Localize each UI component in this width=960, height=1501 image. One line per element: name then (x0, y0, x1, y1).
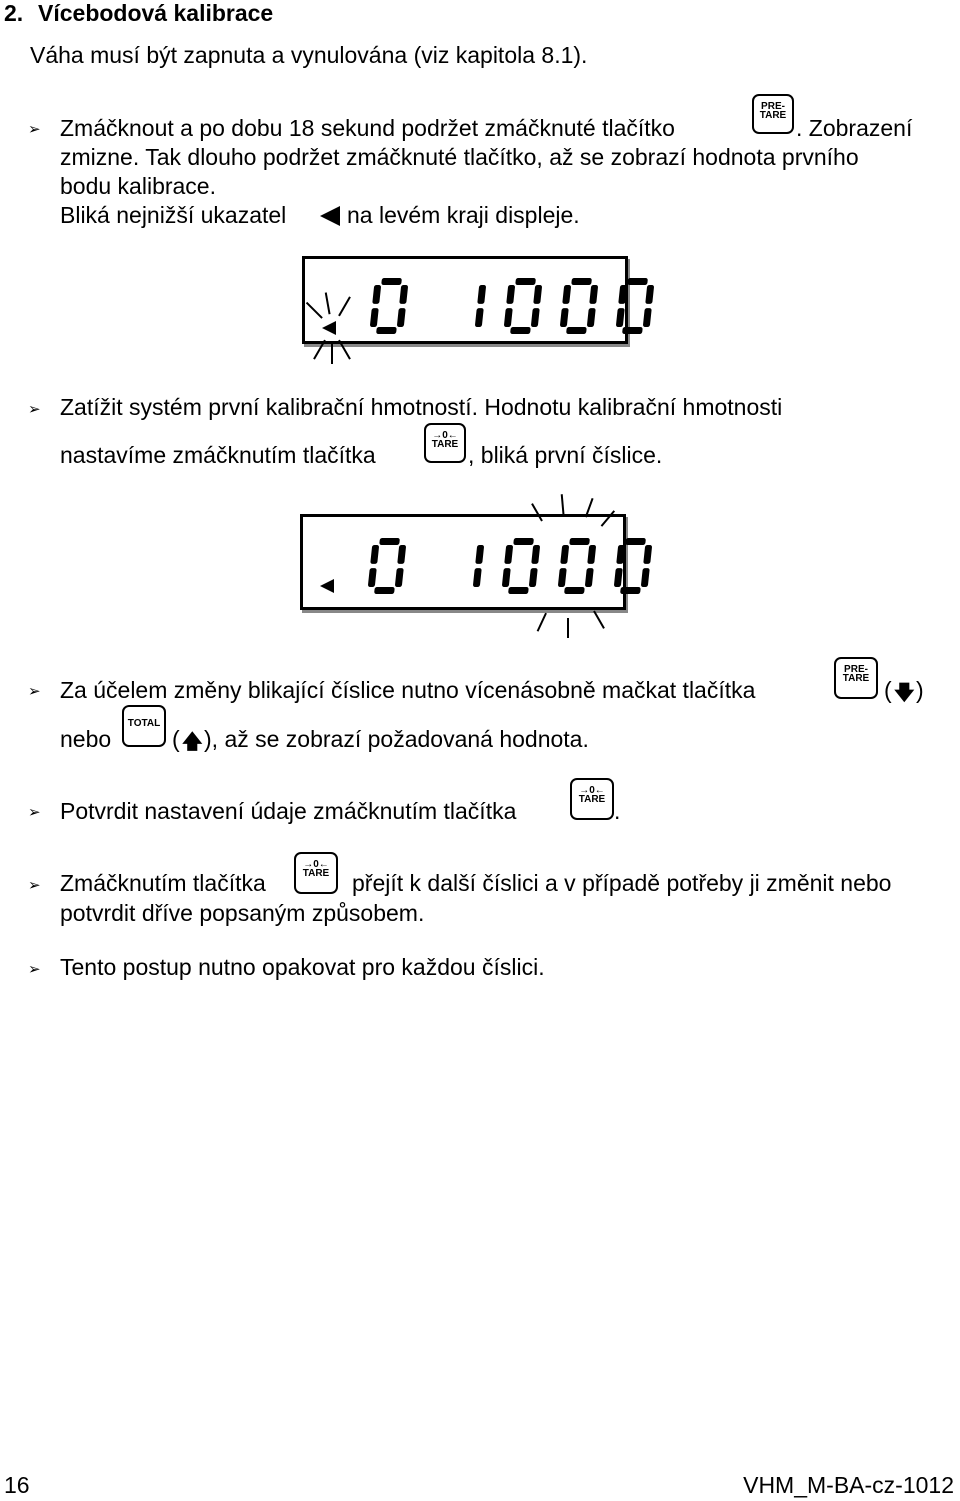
step5-line1b: přejít k další číslici a v případě potřeby ji změnit nebo (352, 870, 892, 896)
section-number: 2. (4, 0, 24, 26)
key-label: TARE (578, 794, 606, 805)
key-label: →0← (303, 859, 329, 870)
step1-line3: bodu kalibrace. (60, 173, 216, 199)
bullet-icon: ➢ (28, 120, 41, 138)
key-label: PRE- (761, 101, 785, 112)
document-id: VHM_M-BA-cz-1012 (743, 1472, 954, 1498)
lcd-display-1-digits (302, 256, 632, 371)
key-label: TARE (759, 110, 787, 121)
lcd-digit (368, 538, 406, 594)
step1-line1a: Zmáčknout a po dobu 18 sekund podržet zmáčknuté tlačítko (60, 115, 675, 141)
total-key-icon (122, 705, 166, 747)
step2-line2a: nastavíme zmáčknutím tlačítka (60, 442, 376, 468)
lcd-digit (614, 538, 652, 594)
intro-text: Váha musí být zapnuta a vynulována (viz kapitola 8.1). (30, 42, 588, 68)
zero-tare-key-icon (294, 852, 338, 894)
step3-line2c: ), až se zobrazí požadovaná hodnota. (204, 726, 589, 752)
key-label: →0← (432, 430, 458, 441)
bullet-icon: ➢ (28, 960, 41, 978)
lcd-digit (473, 545, 484, 587)
left-triangle-icon (318, 205, 342, 227)
pretare-key-icon (834, 657, 878, 699)
bullet-icon: ➢ (28, 803, 41, 821)
key-label: TOTAL (127, 718, 161, 729)
step3-paren-open: ( (172, 726, 180, 752)
step6-line1: Tento postup nutno opakovat pro každou číslici. (60, 954, 545, 980)
step3-line2a: nebo (60, 726, 112, 752)
step3-paren-open: ( (884, 677, 892, 703)
key-label: TARE (302, 868, 330, 879)
key-label: TARE (842, 673, 870, 684)
bullet-icon: ➢ (28, 682, 41, 700)
lcd-digit (370, 278, 408, 334)
lcd-digit (502, 538, 540, 594)
zero-tare-key-icon (424, 423, 466, 463)
lcd-display-2-digits (300, 490, 630, 635)
up-arrow-icon: 🡅 (182, 729, 203, 753)
pretare-key-icon (752, 94, 794, 134)
step1-line4b: na levém kraji displeje. (347, 202, 580, 228)
lcd-digit (475, 285, 486, 327)
step1-line4a: Bliká nejnižší ukazatel (60, 202, 287, 228)
lcd-digit (558, 538, 596, 594)
step5-line1a: Zmáčknutím tlačítka (60, 870, 266, 896)
step2-line2b: , bliká první číslice. (468, 442, 663, 468)
key-label: PRE- (844, 664, 868, 675)
lcd-digit (616, 278, 654, 334)
bullet-icon: ➢ (28, 400, 41, 418)
step5-line2: potvrdit dříve popsaným způsobem. (60, 900, 425, 926)
step1-line2: zmizne. Tak dlouho podržet zmáčknuté tlačítko, až se zobrazí hodnota prvního (60, 144, 859, 170)
lcd-digit (560, 278, 598, 334)
zero-tare-key-icon (570, 778, 614, 820)
step1-line1b: . Zobrazení (796, 115, 913, 141)
step3-line1a: Za účelem změny blikající číslice nutno vícenásobně mačkat tlačítka (60, 677, 756, 703)
key-label: →0← (579, 785, 605, 796)
bullet-icon: ➢ (28, 876, 41, 894)
step2-line1: Zatížit systém první kalibrační hmotností. Hodnotu kalibrační hmotnosti (60, 394, 783, 420)
key-label: TARE (431, 439, 459, 450)
step4-line1a: Potvrdit nastavení údaje zmáčknutím tlačítka (60, 798, 517, 824)
step4-line1b: . (614, 798, 621, 824)
lowest-indicator-icon (322, 321, 336, 335)
blink-rays-icon (532, 494, 614, 638)
page-number: 16 (4, 1472, 30, 1498)
lowest-indicator-icon (320, 579, 334, 593)
lcd-digit (504, 278, 542, 334)
step3-paren-close: ) (916, 677, 924, 703)
section-title: Vícebodová kalibrace (38, 0, 274, 26)
down-arrow-icon: 🡇 (894, 680, 915, 704)
